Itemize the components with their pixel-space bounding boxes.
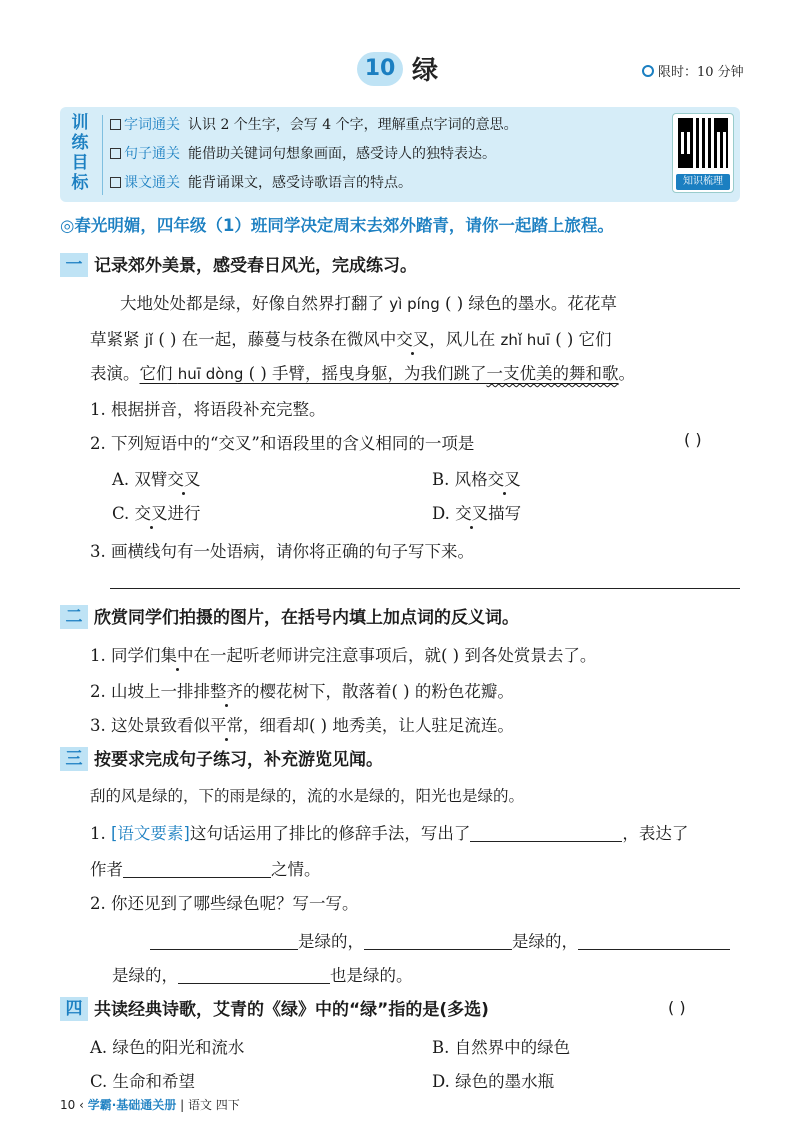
write-line-1 — [150, 928, 730, 952]
answer-blank[interactable] — [470, 824, 622, 842]
option-letter: A. — [112, 470, 130, 489]
answer-blank[interactable] — [178, 966, 330, 984]
option-d[interactable] — [432, 1068, 554, 1092]
paragraph-line-2 — [90, 326, 612, 350]
checkbox-icon[interactable] — [110, 119, 121, 130]
goal-name: 字词通关 — [124, 117, 180, 133]
goal-item — [110, 171, 412, 195]
answer-line[interactable] — [110, 588, 740, 589]
time-limit-text: 限时：10 分钟 — [658, 65, 744, 80]
section-title: 记录郊外美景，感受春日风光，完成练习。 — [94, 256, 417, 276]
text: 是绿的， — [112, 966, 178, 985]
section-title: 共读经典诗歌，艾青的《绿》中的“绿”指的是(多选) — [94, 1000, 489, 1020]
text: 1. — [90, 824, 111, 843]
dotted-word: 平常 — [210, 716, 243, 735]
section-4-heading — [60, 996, 489, 1024]
text: 草紧紧 — [90, 330, 145, 349]
section-2-question-3 — [90, 712, 514, 736]
text: 也是绿的。 — [330, 966, 413, 985]
text: 它们 — [139, 364, 178, 383]
question-2: 2. 下列短语中的“交叉”和语段里的含义相同的一项是 — [90, 434, 475, 453]
option-text: 自然界中的绿色 — [454, 1038, 571, 1057]
text: 表演。 — [90, 364, 140, 383]
page-header — [0, 48, 800, 92]
text: 是绿的， — [298, 932, 364, 951]
answer-paren[interactable]: ( ) — [668, 998, 686, 1017]
intro-text: ◎春光明媚，四年级（1）班同学决定周末去郊外踏青，请你一起踏上旅程。 — [60, 216, 614, 235]
clock-icon — [642, 65, 654, 77]
pinyin: jǐ — [144, 331, 154, 349]
dotted-word: 交叉 — [134, 504, 168, 523]
text: ，表达了 — [622, 824, 689, 843]
qr-code-icon — [678, 118, 728, 168]
text: ( ) 它们 — [549, 330, 612, 349]
option-letter: B. — [432, 470, 450, 489]
page-footer: 10 ‹ 学霸·基础通关册 | 语文 四下 — [60, 1098, 240, 1112]
option-text: 生命和希望 — [112, 1072, 196, 1091]
answer-paren[interactable]: ( ) — [684, 430, 702, 449]
text: 的樱花树下，散落着( ) 的粉色花瓣。 — [243, 682, 514, 701]
paragraph-line-3 — [90, 360, 635, 384]
text: ( ) 手臂，摇曳身躯，为我们跳了 — [243, 364, 487, 383]
option-c[interactable] — [112, 500, 201, 524]
option-letter: A. — [90, 1038, 108, 1057]
option-letter: C. — [90, 1072, 108, 1091]
text: 作者 — [90, 860, 123, 879]
section-number: 二 — [60, 605, 88, 629]
lesson-number: 10 — [357, 52, 403, 86]
text: ，细看却( ) 地秀美，让人驻足流连。 — [243, 716, 514, 735]
option-letter: D. — [432, 504, 450, 523]
option-a[interactable] — [112, 466, 200, 490]
section-2-heading — [60, 604, 519, 632]
underlined-sentence — [140, 364, 619, 383]
checkbox-icon[interactable] — [110, 177, 121, 188]
qr-caption: 知识梳理 — [676, 174, 730, 190]
paragraph-line-1 — [120, 290, 617, 314]
question-1: 1. 根据拼音，将语段补充完整。 — [90, 400, 326, 419]
option-b[interactable] — [432, 466, 521, 490]
section-number: 一 — [60, 253, 88, 277]
answer-blank[interactable] — [150, 932, 298, 950]
text: 在一起听老师讲完注意事项后，就( ) 到各处赏景去了。 — [193, 646, 597, 665]
dotted-word: 集中 — [160, 646, 194, 665]
text: 大地处处都是绿，好像自然界打翻了 — [120, 294, 390, 313]
option-a[interactable] — [90, 1034, 244, 1058]
text: 2. 山坡上一排排 — [90, 682, 210, 701]
pinyin: yì píng — [389, 295, 440, 313]
subject-label: 语文 四下 — [187, 1098, 240, 1112]
dotted-word: 交叉 — [487, 470, 521, 489]
text: ( ) 在一起，藤蔓与枝条在微风中 — [153, 330, 397, 349]
text: ( ) 绿色的墨水。花花草 — [439, 294, 617, 313]
option-letter: D. — [432, 1072, 450, 1091]
section-2-question-2 — [90, 678, 514, 702]
training-goals-box — [60, 107, 740, 202]
option-text: 绿色的阳光和流水 — [112, 1038, 245, 1057]
goal-desc: 能背诵课文，感受诗歌语言的特点。 — [188, 175, 412, 191]
goal-name: 课文通关 — [124, 175, 180, 191]
example-sentence: 刮的风是绿的，下的雨是绿的，流的水是绿的，阳光也是绿的。 — [90, 787, 525, 805]
page-number: 10 — [60, 1098, 76, 1112]
answer-blank[interactable] — [364, 932, 512, 950]
text: 描写 — [488, 504, 522, 523]
text: 3. 这处景致看似 — [90, 716, 210, 735]
pinyin: huī dòng — [177, 365, 244, 383]
text: 这句话运用了排比的修辞手法，写出了 — [189, 824, 471, 843]
section-number: 三 — [60, 747, 88, 771]
text: 之情。 — [271, 860, 321, 879]
goals-divider — [102, 115, 103, 195]
option-text: 绿色的墨水瓶 — [455, 1072, 555, 1091]
goal-desc: 认识 2 个生字，会写 4 个字，理解重点字词的意思。 — [188, 117, 518, 133]
wavy-underlined-text: 一支优美的舞和歌 — [486, 364, 619, 383]
qr-code-card[interactable] — [672, 113, 734, 193]
option-letter: C. — [112, 504, 130, 523]
text: 。 — [618, 364, 636, 383]
section-number: 四 — [60, 997, 88, 1021]
goal-desc: 能借助关键词句想象画面，感受诗人的独特表达。 — [188, 146, 496, 162]
lesson-title: 绿 — [412, 56, 439, 86]
text: 双臂 — [134, 470, 168, 489]
section-3-question-2: 2. 你还见到了哪些绿色呢？写一写。 — [90, 894, 359, 913]
goal-item — [110, 113, 518, 137]
text: 1. 同学们 — [90, 646, 161, 665]
skill-tag: [语文要素] — [111, 824, 190, 843]
brand-name: 学霸·基础通关册 — [87, 1098, 177, 1112]
write-line-2 — [112, 962, 413, 986]
dotted-word: 交叉 — [455, 504, 489, 523]
answer-blank[interactable] — [123, 860, 271, 878]
pinyin: zhǐ huī — [500, 331, 550, 349]
option-letter: B. — [432, 1038, 450, 1057]
option-b[interactable] — [432, 1034, 570, 1058]
text: 进行 — [167, 504, 201, 523]
section-3-heading — [60, 746, 383, 774]
section-title: 按要求完成句子练习，补充游览见闻。 — [94, 750, 383, 770]
checkbox-icon[interactable] — [110, 148, 121, 159]
goal-name: 句子通关 — [124, 146, 180, 162]
section-1-heading — [60, 252, 417, 280]
section-3-question-1 — [90, 820, 688, 844]
text: 是绿的， — [512, 932, 578, 951]
time-limit — [642, 61, 744, 80]
text: 风格 — [454, 470, 488, 489]
goal-item — [110, 142, 496, 166]
goals-label: 训练目标 — [71, 113, 89, 193]
text: ，风儿在 — [429, 330, 501, 349]
dotted-word: 交叉 — [396, 330, 430, 349]
option-c[interactable] — [90, 1068, 195, 1092]
option-d[interactable] — [432, 500, 521, 524]
section-title: 欣赏同学们拍摄的图片，在括号内填上加点词的反义词。 — [94, 608, 519, 628]
dotted-word: 整齐 — [210, 682, 243, 701]
section-3-question-1-cont — [90, 856, 321, 880]
section-2-question-1 — [90, 642, 596, 666]
dotted-word: 交叉 — [167, 470, 201, 489]
answer-blank[interactable] — [578, 932, 730, 950]
question-3: 3. 画横线句有一处语病，请你将正确的句子写下来。 — [90, 542, 474, 561]
